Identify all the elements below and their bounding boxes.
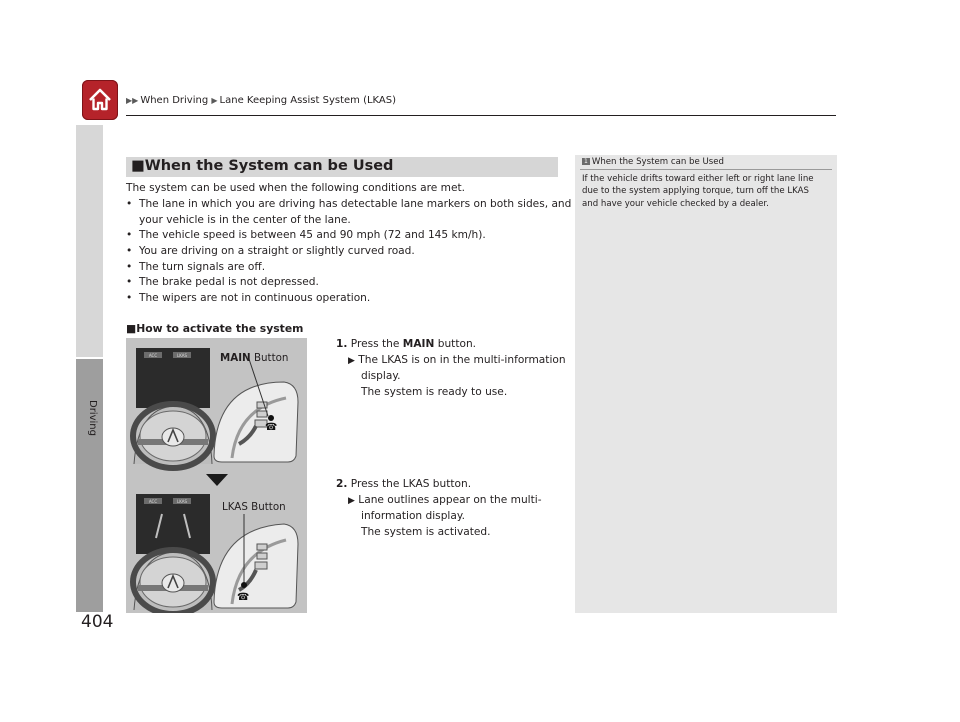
breadcrumb-arrow-icon: ▶ — [211, 96, 218, 105]
steering-wheel-illustration — [126, 338, 307, 613]
step-2: 2. Press the LKAS button. ▶ Lane outlines appear on the multi- information display. The system is activated. — [336, 478, 542, 538]
page-number: 404 — [81, 612, 114, 632]
list-item: • You are driving on a straight or slightly curved road. — [126, 245, 415, 257]
section-title: ■When the System can be Used — [131, 158, 394, 174]
breadcrumb-item[interactable]: When Driving — [140, 95, 209, 106]
svg-text:☎: ☎ — [265, 422, 278, 433]
side-tab-bottom — [76, 359, 103, 612]
svg-text:☎: ☎ — [237, 592, 250, 603]
home-button[interactable] — [82, 80, 118, 120]
step-1: 1. Press the MAIN button. ▶ The LKAS is on in the multi-information display. The system is ready to use. — [336, 338, 566, 398]
display-tag: ACC — [148, 499, 158, 504]
note-divider — [580, 169, 832, 170]
note-marker-icon: 1 — [584, 158, 588, 165]
intro-text: The system can be used when the following conditions are met. — [126, 182, 466, 194]
breadcrumb-arrow-icon: ▶▶ — [126, 96, 139, 105]
steering-wheel-drawing — [126, 338, 307, 613]
display-tag: ACC — [148, 353, 158, 358]
side-tab-top — [76, 125, 103, 357]
result-arrow-icon: ▶ — [348, 355, 355, 366]
list-item: • The turn signals are off. — [126, 261, 266, 273]
header-divider — [126, 115, 836, 116]
chapter-label: Driving — [87, 400, 98, 436]
lkas-button-label: LKAS Button — [222, 501, 286, 513]
note-text: If the vehicle drifts toward either left or right lane line due to the system applying torque, turn off the LKAS and have your vehicle checked by a dealer. — [582, 174, 814, 209]
list-item: • The lane in which you are driving has detectable lane markers on both sides, and your vehicle is in the center of the lane. — [126, 198, 572, 226]
sidebar-note — [575, 155, 837, 613]
note-title: 1 When the System can be Used — [584, 157, 725, 167]
breadcrumb — [126, 95, 396, 106]
list-item: • The wipers are not in continuous operation. — [126, 292, 371, 304]
sub-heading: ■How to activate the system — [126, 322, 304, 335]
display-tag: LKAS — [176, 499, 188, 504]
list-item: • The vehicle speed is between 45 and 90 mph (72 and 145 km/h). — [126, 229, 486, 241]
display-tag: LKAS — [176, 353, 188, 358]
home-icon — [87, 87, 113, 113]
result-arrow-icon: ▶ — [348, 495, 355, 506]
breadcrumb-item[interactable]: Lane Keeping Assist System (LKAS) — [219, 95, 397, 106]
list-item: • The brake pedal is not depressed. — [126, 276, 319, 288]
main-button-label: MAIN Button — [220, 352, 289, 364]
